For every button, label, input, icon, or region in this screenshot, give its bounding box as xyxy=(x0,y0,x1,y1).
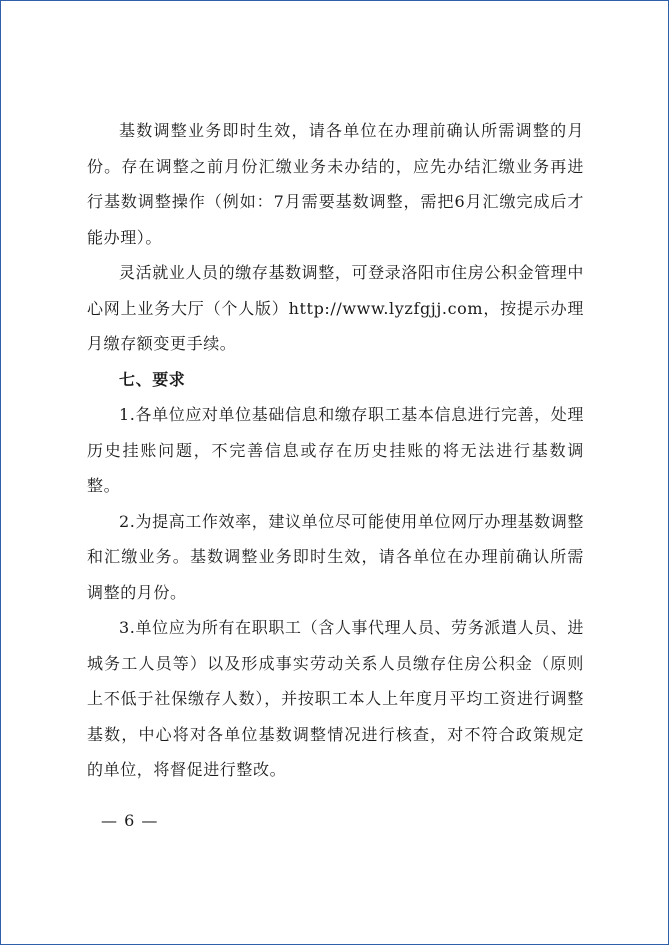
section-heading-requirements: 七、要求 xyxy=(119,369,186,389)
paragraph-flexible-employment: 灵活就业人员的缴存基数调整，可登录洛阳市住房公积金管理中心网上业务大厅（个人版）http://www.lyzfgjj.com，按提示办理月缴存额变更手续。 xyxy=(87,263,584,353)
page-number: — 6 — xyxy=(101,811,159,830)
requirement-item-1: 1.各单位应对单位基础信息和缴存职工基本信息进行完善，处理历史挂账问题，不完善信息或存在历史挂账的将无法进行基数调整。 xyxy=(87,405,584,495)
document-body xyxy=(87,113,584,788)
requirement-item-3: 3.单位应为所有在职职工（含人事代理人员、劳务派遣人员、进城务工人员等）以及形成事实劳动关系人员缴存住房公积金（原则上不低于社保缴存人数），并按职工本人上年度月平均工资进行调整基数，中心将对各单位基数调整情况进行核查，对不符合政策规定的单位，将督促进行整改。 xyxy=(87,618,584,779)
paragraph-base-adjustment: 基数调整业务即时生效，请各单位在办理前确认所需调整的月份。存在调整之前月份汇缴业务未办结的，应先办结汇缴业务再进行基数调整操作（例如：7月需要基数调整，需把6月汇缴完成后才能办理）。 xyxy=(87,121,584,247)
requirement-item-2: 2.为提高工作效率，建议单位尽可能使用单位网厅办理基数调整和汇缴业务。基数调整业务即时生效，请各单位在办理前确认所需调整的月份。 xyxy=(87,511,584,602)
